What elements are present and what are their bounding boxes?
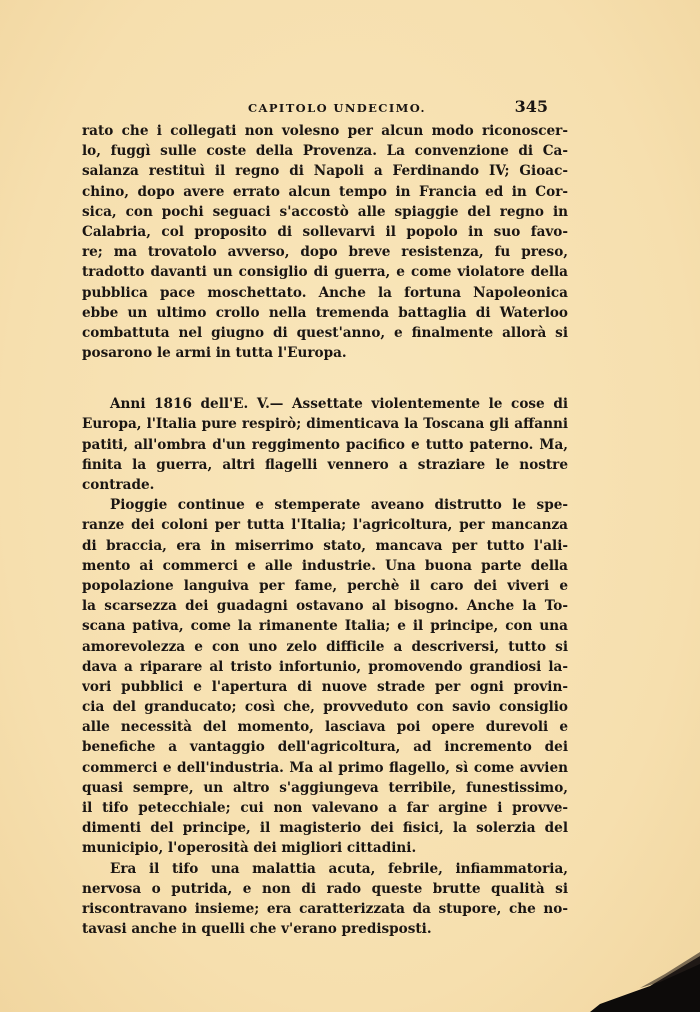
- paragraph-4: [82, 859, 568, 940]
- paragraph-1: [82, 121, 568, 363]
- text-line: sica, con pochi seguaci s'accostò alle spiaggie del regno in: [82, 203, 568, 220]
- body-text: [82, 121, 568, 939]
- text-line: posarono le armi in tutta l'Europa.: [82, 345, 347, 362]
- page-number: 345: [514, 97, 548, 116]
- text-line: tradotto davanti un consiglio di guerra, e come violatore della: [82, 264, 568, 281]
- text-line: lo, fuggì sulle coste della Provenza. La convenzione di Ca-: [82, 143, 568, 160]
- text-line: popolazione languiva per fame, perchè il caro dei viveri e: [82, 577, 568, 594]
- text-line: patiti, all'ombra d'un reggimento pacifico e tutto paterno. Ma,: [82, 436, 568, 453]
- text-line: amorevolezza e con uno zelo difficile a descriversi, tutto si: [82, 638, 568, 655]
- text-line: municipio, l'operosità dei migliori cittadini.: [82, 840, 417, 857]
- folded-corner-shadow: [590, 952, 700, 1012]
- text-line: dimenti del principe, il magisterio dei fisici, la solerzia del: [82, 820, 568, 837]
- text-line: alle necessità del momento, lasciava poi opere durevoli e: [82, 719, 568, 736]
- text-line: nervosa o putrida, e non di rado queste brutte qualità si: [82, 880, 568, 897]
- text-line: pubblica pace moschettato. Anche la fortuna Napoleonica: [82, 284, 568, 301]
- text-line: re; ma trovatolo avverso, dopo breve resistenza, fu preso,: [82, 244, 568, 261]
- text-line: commerci e dell'industria. Ma al primo flagello, sì come avvien: [82, 759, 568, 776]
- text-line: dava a riparare al tristo infortunio, promovendo grandiosi la-: [82, 658, 568, 675]
- text-line: la scarsezza dei guadagni ostavano al bisogno. Anche la To-: [82, 598, 568, 615]
- text-line: Europa, l'Italia pure respirò; dimenticava la Toscana gli affanni: [82, 416, 568, 433]
- text-line: di braccia, era in miserrimo stato, mancava per tutto l'ali-: [82, 537, 568, 554]
- text-line: contrade.: [82, 477, 155, 493]
- text-line: Calabria, col proposito di sollevarvi il popolo in suo favo-: [82, 223, 568, 240]
- text-line: combattuta nel giugno di quest'anno, e finalmente allorà si: [82, 324, 568, 341]
- text-line: salanza restituì il regno di Napoli a Ferdinando IV; Gioac-: [82, 163, 568, 180]
- paragraph-3: [82, 495, 568, 858]
- running-title: CAPITOLO UNDECIMO.: [248, 101, 426, 115]
- text-line: vori pubblici e l'apertura di nuove strade per ogni provin-: [82, 678, 568, 695]
- text-line: scana pativa, come la rimanente Italia; e il principe, con una: [82, 618, 568, 635]
- text-line: quasi sempre, un altro s'aggiungeva terribile, funestissimo,: [82, 779, 568, 796]
- text-line: il tifo petecchiale; cui non valevano a far argine i provve-: [82, 800, 568, 816]
- text-line: mento ai commerci e alle industrie. Una buona parte della: [82, 557, 568, 574]
- paragraph-2: [82, 394, 568, 495]
- text-line: tavasi anche in quelli che v'erano predisposti.: [82, 921, 432, 938]
- text-line: benefiche a vantaggio dell'agricoltura, ad incremento dei: [82, 739, 568, 756]
- paragraph-gap: [82, 363, 568, 394]
- page-header: [82, 97, 548, 119]
- text-line: cia del granducato; così che, provveduto con savio consiglio: [82, 699, 568, 716]
- text-line: Era il tifo una malattia acuta, febrile, infiammatoria,: [110, 860, 568, 877]
- text-line: rato che i collegati non volesno per alcun modo riconoscer-: [82, 123, 568, 139]
- text-line: ebbe un ultimo crollo nella tremenda battaglia di Waterloo: [82, 304, 568, 321]
- text-line: ranze dei coloni per tutta l'Italia; l'agricoltura, per mancanza: [82, 517, 568, 534]
- text-line: riscontravano insieme; era caratterizzata da stupore, che no-: [82, 900, 568, 917]
- text-line: Pioggie continue e stemperate aveano distrutto le spe-: [110, 497, 568, 514]
- text-line: Anni 1816 dell'E. V.— Assettate violentemente le cose di: [110, 396, 568, 413]
- text-line: finita la guerra, altri flagelli vennero a straziare le nostre: [82, 456, 568, 473]
- text-line: chino, dopo avere errato alcun tempo in Francia ed in Cor-: [82, 183, 568, 200]
